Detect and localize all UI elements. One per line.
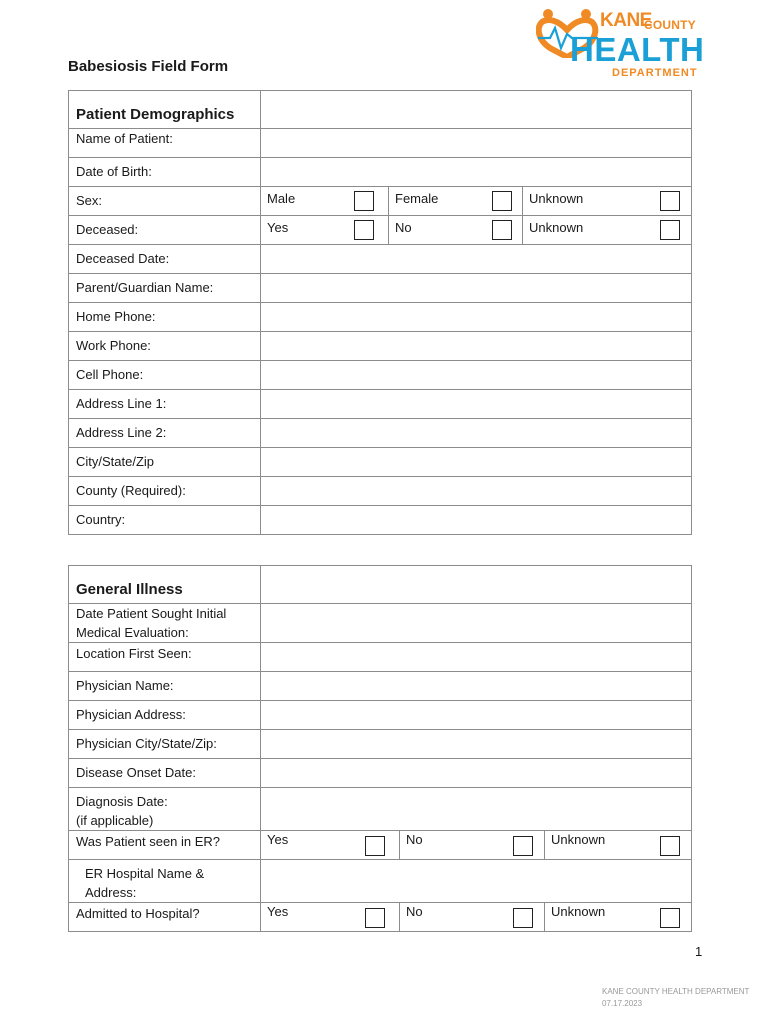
address-line-2-field[interactable] — [261, 419, 692, 448]
patient-demographics-table — [68, 90, 692, 535]
label-line-1: ER Hospital Name & — [85, 866, 205, 881]
deceased-option-no[interactable] — [389, 216, 523, 245]
option-label: Unknown — [529, 220, 584, 235]
unknown-checkbox[interactable] — [660, 908, 680, 928]
address-line-1-label: Address Line 1: — [69, 390, 261, 419]
location-label: Location First Seen: — [69, 643, 261, 672]
admitted-option-unknown[interactable] — [545, 903, 692, 932]
work-phone-label: Work Phone: — [69, 332, 261, 361]
deceased-option-unknown[interactable] — [523, 216, 692, 245]
deceased-date-label: Deceased Date: — [69, 245, 261, 274]
er-option-unknown[interactable] — [545, 831, 692, 860]
no-checkbox[interactable] — [513, 836, 533, 856]
footer — [602, 986, 749, 1010]
label-line-1: Diagnosis Date: — [76, 794, 168, 809]
onset-date-field[interactable] — [261, 759, 692, 788]
option-label: Yes — [267, 220, 289, 235]
physician-city-field[interactable] — [261, 730, 692, 759]
work-phone-field[interactable] — [261, 332, 692, 361]
option-label: No — [406, 904, 423, 919]
option-label: Unknown — [551, 832, 606, 847]
cell-phone-field[interactable] — [261, 361, 692, 390]
dob-field[interactable] — [261, 158, 692, 187]
logo-department-text: DEPARTMENT — [612, 67, 698, 79]
er-option-no[interactable] — [400, 831, 545, 860]
er-label: Was Patient seen in ER? — [69, 831, 261, 860]
demographics-heading-cell — [69, 91, 261, 129]
label-line-2: Medical Evaluation: — [76, 625, 189, 640]
onset-date-label: Disease Onset Date: — [69, 759, 261, 788]
physician-name-label: Physician Name: — [69, 672, 261, 701]
option-label: No — [406, 832, 423, 847]
general-illness-table — [68, 565, 692, 932]
option-label: Unknown — [551, 904, 606, 919]
male-checkbox[interactable] — [354, 191, 374, 211]
section-heading: General Illness — [76, 581, 183, 598]
address-line-2-label: Address Line 2: — [69, 419, 261, 448]
name-field[interactable] — [261, 129, 692, 158]
er-hospital-label — [69, 860, 261, 903]
admitted-option-yes[interactable] — [261, 903, 400, 932]
diagnosis-date-label — [69, 788, 261, 831]
dob-label: Date of Birth: — [69, 158, 261, 187]
yes-checkbox[interactable] — [365, 836, 385, 856]
country-label: Country: — [69, 506, 261, 535]
er-option-yes[interactable] — [261, 831, 400, 860]
physician-city-label: Physician City/State/Zip: — [69, 730, 261, 759]
physician-name-field[interactable] — [261, 672, 692, 701]
diagnosis-date-field[interactable] — [261, 788, 692, 831]
option-label: Yes — [267, 904, 289, 919]
sex-option-female[interactable] — [389, 187, 523, 216]
sought-evaluation-label — [69, 604, 261, 643]
sex-option-unknown[interactable] — [523, 187, 692, 216]
unknown-checkbox[interactable] — [660, 836, 680, 856]
option-label: Female — [395, 191, 439, 206]
illness-heading-cell — [69, 566, 261, 604]
no-checkbox[interactable] — [513, 908, 533, 928]
guardian-label: Parent/Guardian Name: — [69, 274, 261, 303]
deceased-label: Deceased: — [69, 216, 261, 245]
unknown-checkbox[interactable] — [660, 220, 680, 240]
option-label: No — [395, 220, 412, 235]
deceased-date-field[interactable] — [261, 245, 692, 274]
logo-county-text: COUNTY — [644, 18, 696, 32]
physician-address-field[interactable] — [261, 701, 692, 730]
deceased-option-yes[interactable] — [261, 216, 389, 245]
option-label: Yes — [267, 832, 289, 847]
logo-kane-text: KANE — [600, 10, 652, 31]
female-checkbox[interactable] — [492, 191, 512, 211]
section-heading: Patient Demographics — [76, 106, 235, 123]
er-hospital-field[interactable] — [261, 860, 692, 903]
yes-checkbox[interactable] — [365, 908, 385, 928]
label-line-2: (if applicable) — [76, 813, 154, 828]
option-label: Unknown — [529, 191, 584, 206]
location-field[interactable] — [261, 643, 692, 672]
admitted-label: Admitted to Hospital? — [69, 903, 261, 932]
form-title: Babesiosis Field Form — [68, 58, 229, 75]
country-field[interactable] — [261, 506, 692, 535]
admitted-option-no[interactable] — [400, 903, 545, 932]
logo-health-text: HEALTH — [570, 31, 705, 68]
footer-date: 07.17.2023 — [602, 999, 643, 1008]
sex-label: Sex: — [69, 187, 261, 216]
illness-heading-field — [261, 566, 692, 604]
address-line-1-field[interactable] — [261, 390, 692, 419]
physician-address-label: Physician Address: — [69, 701, 261, 730]
home-phone-label: Home Phone: — [69, 303, 261, 332]
guardian-field[interactable] — [261, 274, 692, 303]
page-number: 1 — [695, 944, 703, 959]
unknown-checkbox[interactable] — [660, 191, 680, 211]
sex-option-male[interactable] — [261, 187, 389, 216]
sought-evaluation-field[interactable] — [261, 604, 692, 643]
label-line-2: Address: — [85, 885, 137, 900]
footer-organization: KANE COUNTY HEALTH DEPARTMENT — [602, 987, 750, 996]
no-checkbox[interactable] — [492, 220, 512, 240]
cell-phone-label: Cell Phone: — [69, 361, 261, 390]
name-label: Name of Patient: — [69, 129, 261, 158]
city-state-zip-label: City/State/Zip — [69, 448, 261, 477]
kane-county-health-logo — [536, 6, 705, 84]
label-line-1: Date Patient Sought Initial — [76, 606, 227, 621]
option-label: Male — [267, 191, 296, 206]
home-phone-field[interactable] — [261, 303, 692, 332]
demographics-heading-field — [261, 91, 692, 129]
yes-checkbox[interactable] — [354, 220, 374, 240]
county-label: County (Required): — [69, 477, 261, 506]
city-state-zip-field[interactable] — [261, 448, 692, 477]
county-field[interactable] — [261, 477, 692, 506]
